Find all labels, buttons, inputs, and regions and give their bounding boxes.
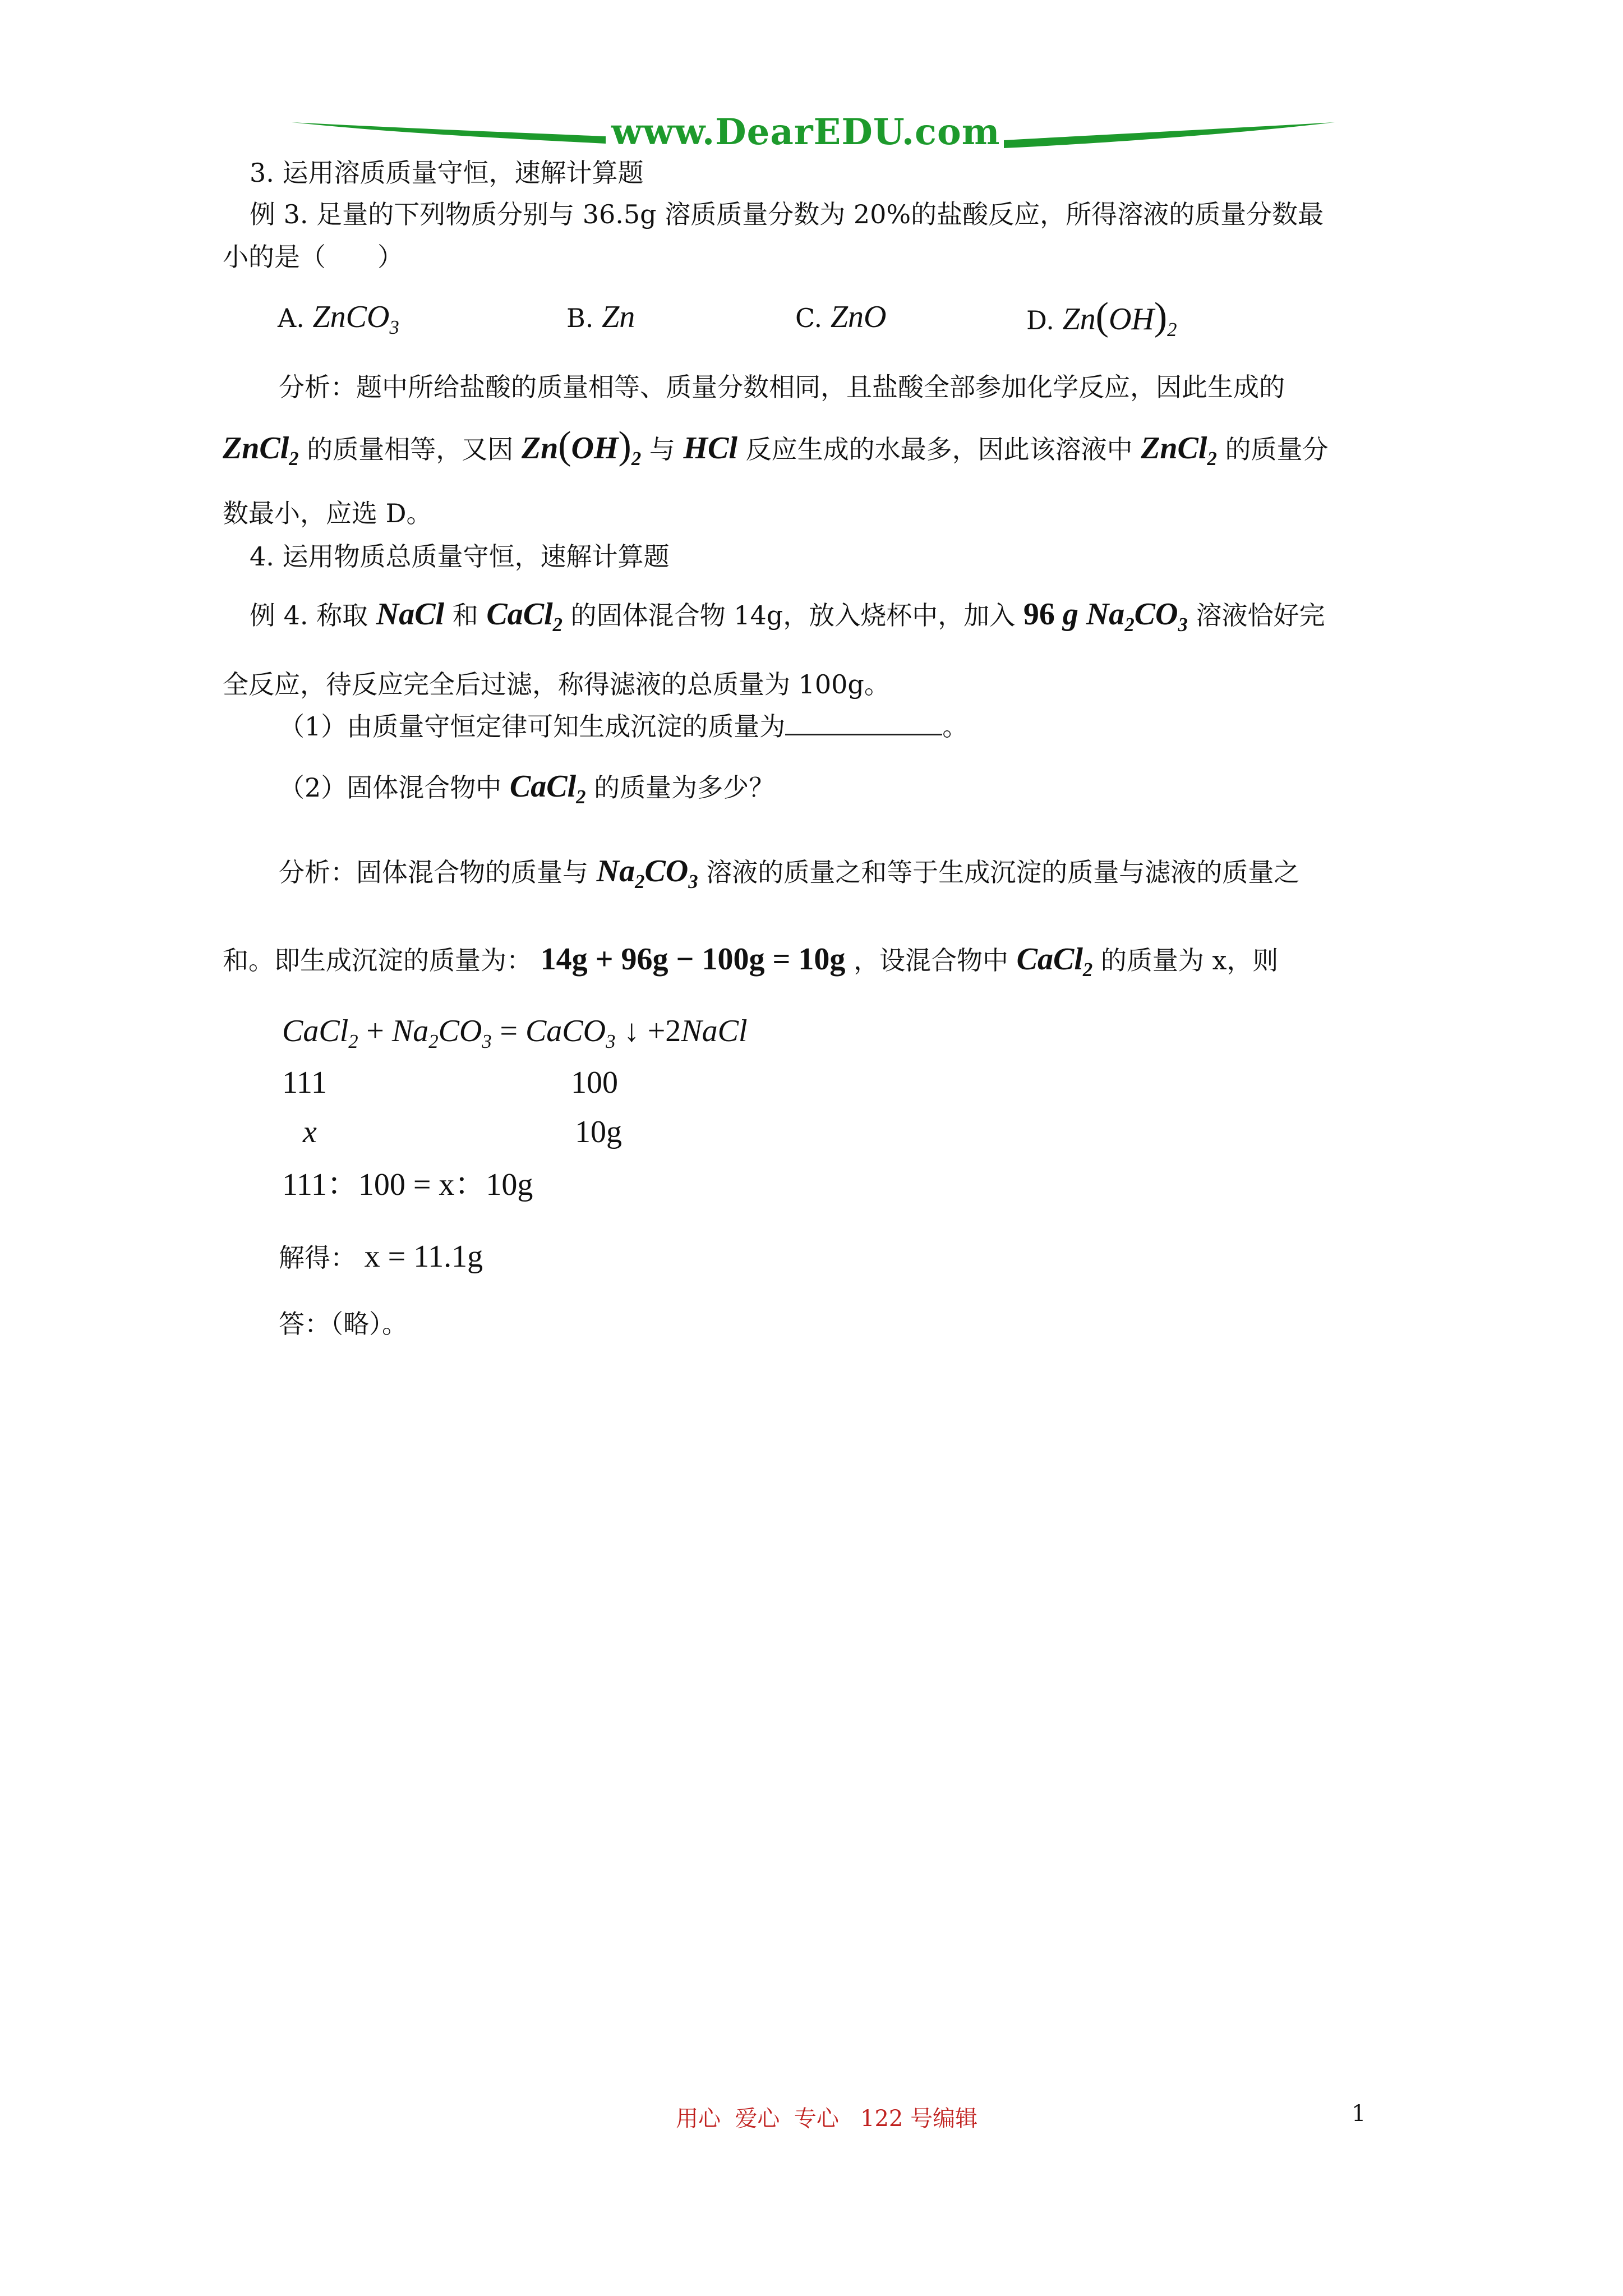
option-c <box>795 300 886 335</box>
site-logo-banner <box>286 111 1340 162</box>
ratio-equation: 111：100 = x：10g <box>282 1167 533 1202</box>
logo-text: www.DearEDU.com <box>611 111 1000 153</box>
option-a-label: A. <box>278 303 305 333</box>
down-arrow-icon: ↓ <box>624 1014 640 1048</box>
example3-line1: 例 3. 足量的下列物质分别与 36.5g 溶质质量分数为 20%的盐酸反应，所得溶液的质量分数最 <box>250 199 1324 229</box>
answer-line: 答：（略）。 <box>279 1309 408 1339</box>
question-1: （1）由质量守恒定律可知生成沉淀的质量为 。 <box>279 711 969 742</box>
page-number: 1 <box>1352 2101 1366 2127</box>
example4-line2: 全反应，待反应完全后过滤，称得滤液的总质量为 100g。 <box>223 669 890 700</box>
section4-heading: 4. 运用物质总质量守恒，速解计算题 <box>250 541 670 572</box>
analysis3-line2: ZnCl$_2$ 的质量相等，又因 $Zn(OH)_2$ 与 HCl 反应生成的水最多，因此该溶液中 ZnCl$_2$ 的质量分 <box>223 424 1329 470</box>
example4-line1: 例 4. 称取 NaCl 和 CaCl$_2$ 的固体混合物 14g，放入烧杯中，加入 96 g $Na_2CO_3$ 溶液恰好完 <box>250 597 1325 636</box>
reaction-equation: CaCl$_2$ + $Na_2CO_3$ = CaCO$_3$ ↓ +2NaCl <box>282 1014 748 1053</box>
answer-blank <box>785 711 942 735</box>
var-b: 10g <box>575 1115 622 1149</box>
example3-line2: 小的是（ ） <box>223 242 403 272</box>
mass-b: 100 <box>571 1065 618 1100</box>
option-d-formula: $Zn(OH)_2$ <box>1062 295 1177 341</box>
option-c-formula: ZnO <box>830 300 887 334</box>
option-d <box>1026 295 1177 341</box>
option-b-label: B. <box>566 303 594 333</box>
mass-a: 111 <box>282 1065 327 1100</box>
option-a <box>278 300 399 339</box>
solve-line: 解得： x = 11.1g <box>279 1239 483 1274</box>
analysis4-line2: 和。即生成沉淀的质量为： 14g + 96g − 100g = 10g ，设混合物中 CaCl$_2$ 的质量为 x，则 <box>223 942 1279 981</box>
section3-heading: 3. 运用溶质质量守恒，速解计算题 <box>250 158 644 188</box>
option-b-formula: Zn <box>602 300 635 334</box>
option-d-label: D. <box>1026 305 1054 335</box>
question-2: （2）固体混合物中 CaCl$_2$ 的质量为多少？ <box>279 769 775 808</box>
var-a: x <box>303 1115 317 1149</box>
analysis3-line3: 数最小，应选 D。 <box>223 498 432 528</box>
option-b <box>566 300 635 335</box>
option-c-label: C. <box>795 303 823 333</box>
analysis3-line1: 分析：题中所给盐酸的质量相等、质量分数相同，且盐酸全部参加化学反应，因此生成的 <box>279 372 1285 402</box>
option-a-formula: ZnCO$_3$ <box>312 300 399 339</box>
analysis4-line1: 分析：固体混合物的质量与 $Na_2CO_3$ 溶液的质量之和等于生成沉淀的质量与滤液的质量之 <box>279 854 1300 893</box>
footer-text: 用心 爱心 专心 122 号编辑 <box>676 2106 978 2132</box>
